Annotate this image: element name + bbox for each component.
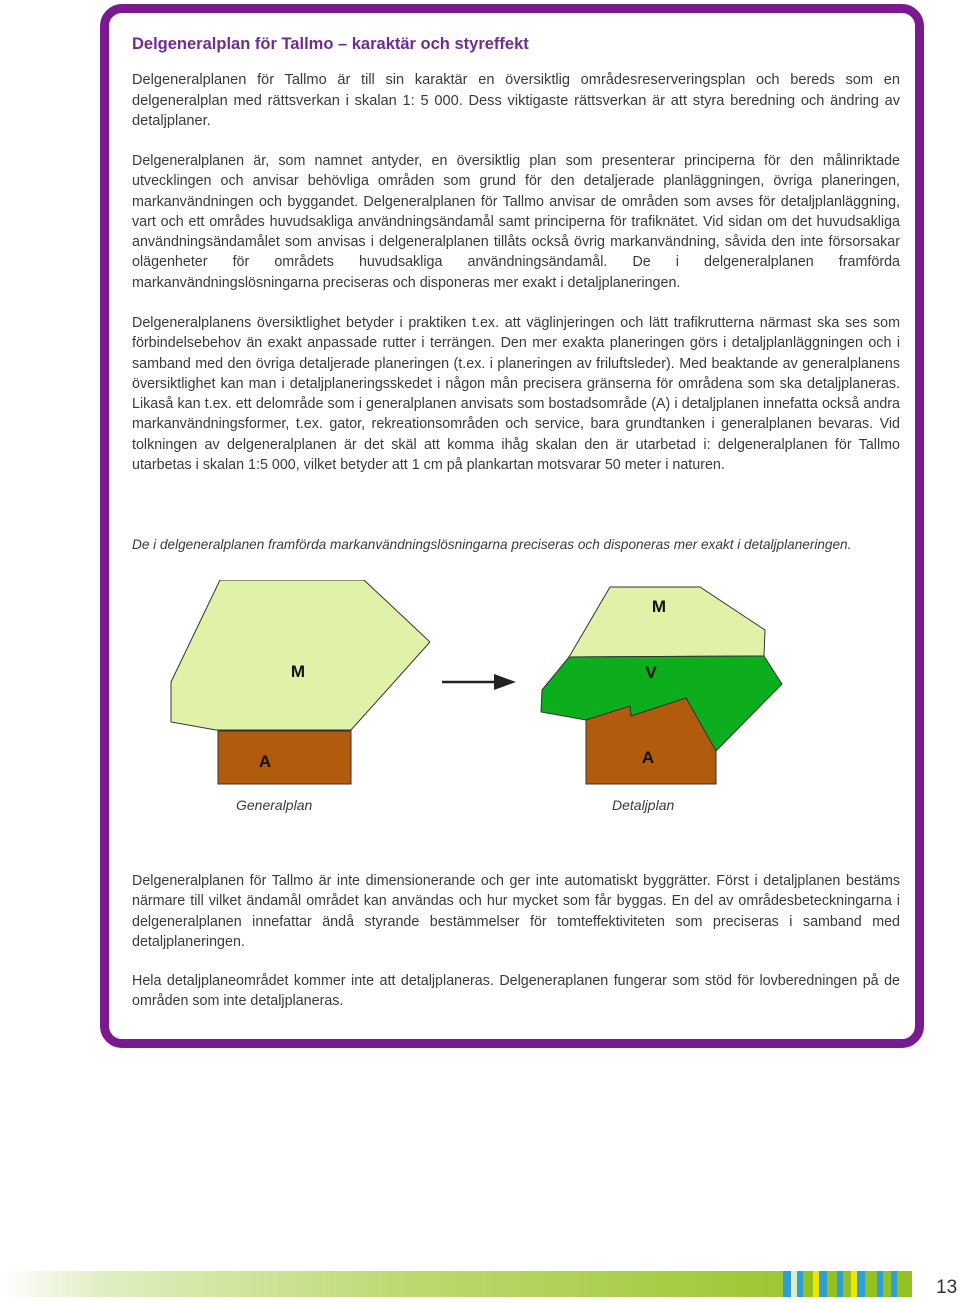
figure-caption: De i delgeneralplanen framförda markanvändningslösningarna preciseras och disponeras mer exakt i detaljplaneringen. [132, 537, 852, 552]
paragraph-overview: Delgeneralplanens översiktlighet betyder i praktiken t.ex. att väglinjeringen och lätt trafikrutterna närmast ska ses som förbindelsebehov än exakt anpassade rutter i terrängen. Den mer exakta planeringen görs i detaljplanläggningen och i samband med den övriga detaljerade planeringen (t.ex. i planeringen av friluftsleder). Med beaktande av generalplanens översiktlighet kan man i detaljplaneringsskedet i någon mån precisera gränserna för områdena som ska detaljplaneras. Likaså kan t.ex. ett delområde som i generalplanen anvisats som bostadsområde (A) i detaljplanen innefatta också andra markanvändningsformer, t.ex. gator, rekreationsområden och service, bara grundtanken i generalplanen bevaras. Vid tolkningen av delgeneralplanen är det skäl att komma ihåg skalan den är utarbetad i: delgeneralplanen för Tallmo utarbetas i skalan 1:5 000, vilket betyder att 1 cm på plankartan motsvarar 50 meter i naturen. [132, 315, 900, 474]
m-zone-label: M [290, 662, 306, 681]
generalplan-diagram [170, 580, 430, 792]
v-zone-label: V [645, 663, 657, 682]
generalplan-label: Generalplan [236, 797, 313, 813]
paragraph-intro: Delgeneralplanen för Tallmo är till sin karaktär en översiktlig områdesreserveringsplan och bereds som en delgeneralplan med rättsverkan i skalan 1: 5 000. Dess viktigaste rättsverkan är att styra beredning och ändring av detaljplaner. [132, 72, 900, 129]
m-zone-label: M [651, 597, 667, 616]
a-zone-label: A [641, 748, 655, 767]
paragraph-support: Hela detaljplaneområdet kommer inte att detaljplaneras. Delgeneraplanen fungerar som stöd för lovberedningen på de områden som inte detaljplaneras. [132, 973, 900, 1010]
a-zone-shape [218, 731, 351, 784]
page-number: 13 [936, 1277, 958, 1298]
detaljplan-label: Detaljplan [612, 797, 675, 813]
detaljplan-diagram [540, 570, 784, 792]
footer-bar [0, 1271, 912, 1297]
m-zone-shape [171, 580, 430, 730]
paragraph-character: Delgeneralplanen är, som namnet antyder, en översiktlig plan som presenterar principerna för den målinriktade utvecklingen och anvisar behövliga områden som grund för den detaljerade planläggningen, övriga planeringen, markanvändningen och byggandet. Delgeneralplanen för Tallmo anvisar de områden som avses för detaljplanläggning, vart och ett områdes huvudsakliga användningsändamål samt principerna för trafiknätet. Vid sidan om det huvudsakliga användningsändamålet som anvisas i delgeneralplanen tillåts också övrig markanvändning, såvida den inte försorsakar olägenheter för områdets huvudsakliga användningsändamål. De i delgeneralplanen framförda markanvändningslösningarna preciseras och disponeras mer exakt i detaljplaneringen. [132, 153, 900, 291]
m-zone-shape [569, 587, 765, 657]
section-title: Delgeneralplan för Tallmo – karaktär och styreffekt [132, 35, 529, 53]
paragraph-dimensioning: Delgeneralplanen för Tallmo är inte dimensionerande och ger inte automatiskt byggrätter. Först i detaljplanen bestäms närmare till vilket ändamål området kan användas och hur mycket som får byggas. En del av områdesbeteckningarna i delgeneralplanen innefattar ändå styrande bestämmelser för tomteffektiviteten som preciseras i samband med detaljplaneringen. [132, 873, 900, 950]
arrow-right-icon [442, 672, 518, 692]
footer-stripes [783, 1271, 897, 1297]
a-zone-label: A [258, 752, 272, 771]
